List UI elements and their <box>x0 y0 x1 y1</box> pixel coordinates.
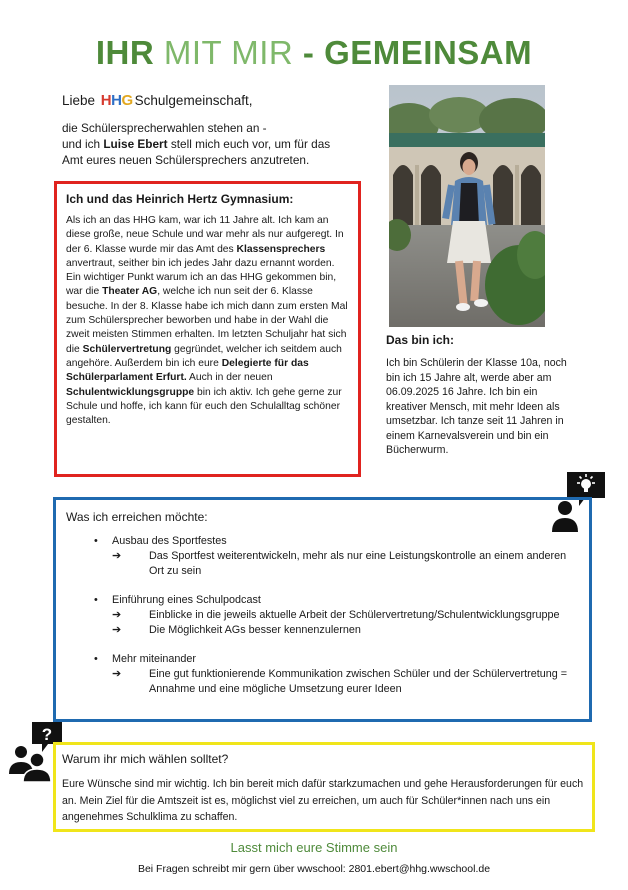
arrow-icon: ➔ <box>112 624 122 636</box>
about-me-text: Ich bin Schülerin der Klasse 10a, noch bin ich 15 Jahre alt, werde aber am 06.09.2025 16 Jahre. Ich bin ein kreativer Mensch, mit mehr Ideen als umsetzbar. Ich tanze seit 11 Jahren in einem Karnevalsverein und bin ein Bücherwurm. <box>386 357 567 456</box>
hhg-section-text <box>66 214 349 428</box>
intro-text-part: und ich <box>62 137 104 151</box>
intro-line: die Schülersprecherwahlen stehen an - <box>62 121 267 135</box>
text-part: Als ich an das HHG kam, war ich 11 Jahre alt. Ich kam an diese große, neue Schule und war mehr als nur aufgeregt. In der 6. Klasse wurde mir das Amt des <box>66 215 344 255</box>
about-me-title: Das bin ich: <box>386 333 455 347</box>
hhg-section <box>54 181 361 477</box>
intro-line: Amt eures neuen Schülersprechers anzutreten. <box>62 153 310 167</box>
candidate-name: Luise Ebert <box>103 137 168 151</box>
contact-info: Bei Fragen schreibt mir gern über wwschool: 2801.ebert@hhg.wwschool.de <box>137 863 491 875</box>
goal-detail-text: Das Sportfest weiterentwickeln, mehr als nur eine Leistungskontrolle an einem anderen Ort zu sein <box>149 550 567 577</box>
logo-letter: G <box>121 92 133 109</box>
text-part: , welche ich nun seit der 6. Klasse besuche. In der 8. Klasse habe ich mich dann zum ersten Mal zum Schülersprecher beworben und habe in der Wahl die zweit meisten Stimmen erhalten. Im letzten Schuljahr hat sich die <box>66 286 348 355</box>
arrow-icon: ➔ <box>112 668 122 680</box>
page-title <box>0 34 628 72</box>
goal-item <box>94 593 579 638</box>
hhg-logo <box>101 92 133 109</box>
text-part: anvertraut, seither bin ich jedes Jahr dazu ernannt worden. Ein wichtiger Punkt warum ich an das HHG gekommen bin, war die <box>66 257 337 298</box>
intro-text-part: stell mich euch vor, um für das <box>167 137 331 151</box>
greeting-prefix: Liebe <box>62 93 99 108</box>
text-bold: Klassensprechers <box>236 243 326 255</box>
title-part-ihr: IHR <box>95 34 164 71</box>
arrow-icon: ➔ <box>112 609 122 621</box>
goals-title: Was ich erreichen möchte: <box>66 510 208 524</box>
text-bold: Schülervertretung <box>82 343 172 355</box>
goal-item <box>94 534 579 579</box>
goal-item <box>94 652 579 697</box>
logo-letter: H <box>111 92 122 109</box>
goal-heading: • Einführung eines Schulpodcast <box>94 593 579 608</box>
goals-section <box>53 497 592 722</box>
title-part-mit-mir: MIT MIR <box>163 34 294 71</box>
greeting-suffix: Schulgemeinschaft, <box>134 93 253 108</box>
title-part-gemeinsam: - GEMEINSAM <box>293 34 533 71</box>
intro-text <box>62 120 362 168</box>
greeting <box>62 92 252 109</box>
intro-line <box>62 136 362 152</box>
svg-text:?: ? <box>41 725 53 744</box>
goal-detail-text: Eine gut funktionierende Kommunikation zwischen Schüler und der Schülervertretung = Annahme und eine mögliche Umsetzung eurer Ideen <box>149 668 568 695</box>
text-bold: Schulentwicklungsgruppe <box>66 386 195 398</box>
hhg-section-title: Ich und das Heinrich Hertz Gymnasium: <box>66 192 294 206</box>
goal-detail-text: Einblicke in die jeweils aktuelle Arbeit der Schülervertretung/Schulentwicklungsgruppe <box>149 609 560 621</box>
arrow-icon: ➔ <box>112 550 122 562</box>
logo-letter: H <box>100 92 112 109</box>
text-part: gegründet, welcher ich seitdem auch angehöre. Außerdem bin ich eure <box>66 343 342 369</box>
goal-detail <box>112 549 579 579</box>
goal-detail <box>112 608 579 623</box>
text-part: bin ich aktiv. Ich gehe gerne zur Schule und hoffe, ich kann für euch den Schulalltag schöner gestalten. <box>66 386 342 427</box>
goal-heading: • Ausbau des Sportfestes <box>94 534 579 549</box>
goal-heading: • Mehr miteinander <box>94 652 579 667</box>
why-section <box>53 742 595 832</box>
goal-detail-text: Die Möglichkeit AGs besser kennenzulernen <box>149 624 361 636</box>
text-bold: Theater AG <box>102 286 158 298</box>
closing-slogan: Lasst mich eure Stimme sein <box>230 840 398 855</box>
goal-detail <box>112 667 579 697</box>
why-text: Eure Wünsche sind mir wichtig. Ich bin bereit mich dafür starkzumachen und gehe Herausforderungen für euch an. Mein Ziel für die Amtszeit ist es, möglichst viel zu erreichen, um auch für Schüler*innen nach uns ein angenehmes Schulklima zu schaffen. <box>62 778 584 823</box>
text-bold: Delegierte für das Schülerparlament Erfurt. <box>66 357 309 384</box>
candidate-photo <box>389 85 545 327</box>
goal-detail <box>112 623 579 638</box>
text-part: Auch in der neuen <box>186 372 273 384</box>
why-title: Warum ihr mich wählen solltet? <box>62 752 229 766</box>
